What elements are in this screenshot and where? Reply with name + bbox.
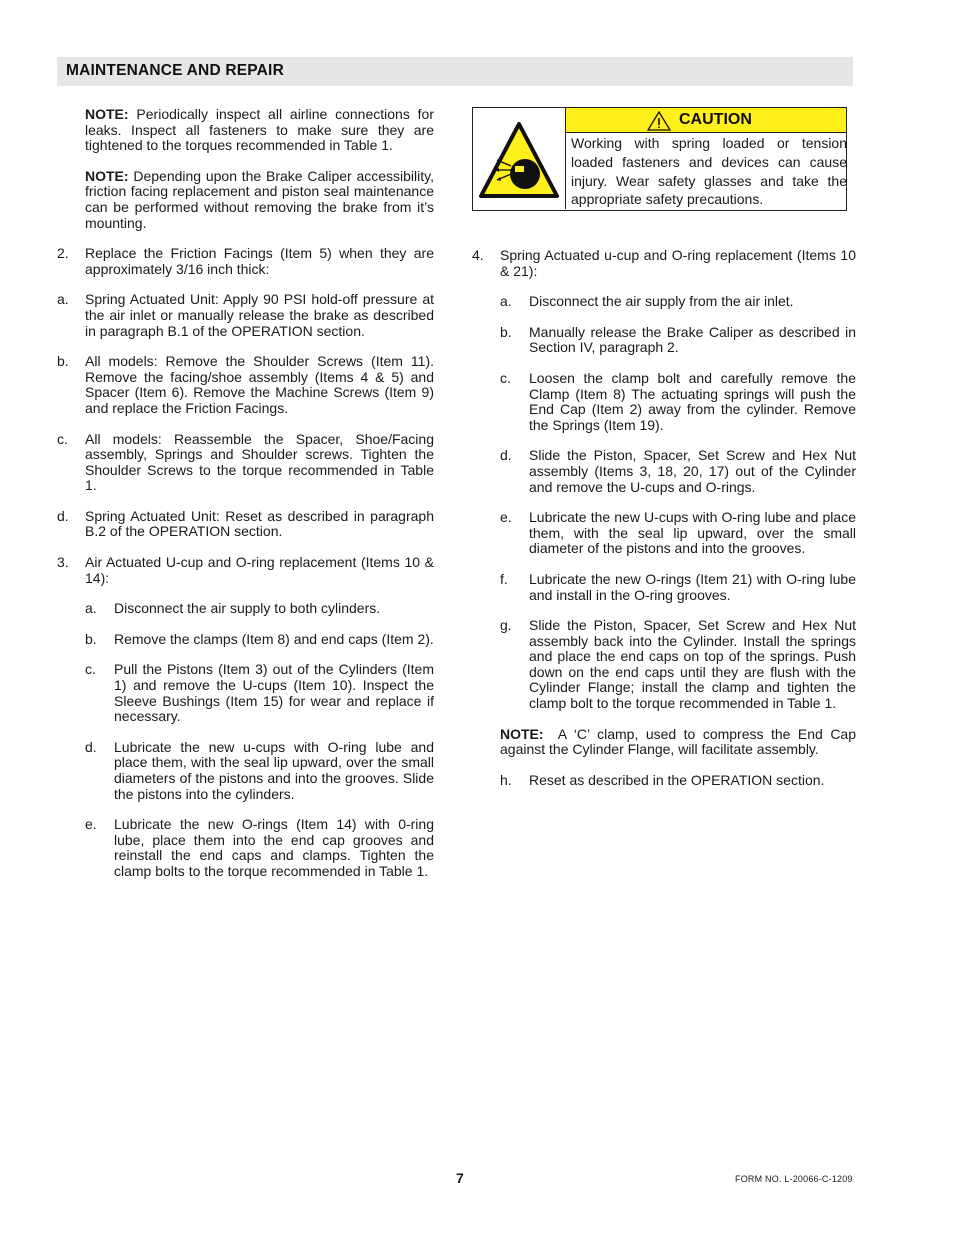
step-label: b. xyxy=(57,353,69,370)
left-column xyxy=(57,107,434,895)
section-title: MAINTENANCE AND REPAIR xyxy=(66,62,284,79)
step-text: Pull the Pistons (Item 3) out of the Cylinders (Item 1) and remove the U-cups (Item 10). Inspect the Sleeve Bushings (Item 15) for wear and replace if necessary. xyxy=(114,661,434,725)
page-number: 7 xyxy=(456,1170,464,1186)
step-4e xyxy=(472,510,856,557)
caution-header xyxy=(566,108,846,133)
step-text: Slide the Piston, Spacer, Set Screw and Hex Nut assembly (Items 3, 18, 20, 17) out of the Cylinder and remove the U-cups and O-rings. xyxy=(529,447,856,495)
right-column xyxy=(472,248,856,803)
step-label: b. xyxy=(500,323,512,340)
step-label: a. xyxy=(500,293,512,310)
step-text: All models: Reassemble the Spacer, Shoe/Facing assembly, Springs and Shoulder screws. Tighten the Shoulder Screws to the torque recommended in Table 1. xyxy=(85,430,434,494)
step-text: Remove the clamps (Item 8) and end caps (Item 2). xyxy=(114,630,434,647)
note-text: Depending upon the Brake Caliper accessibility, friction facing replacement and piston seal maintenance can be performed without removing the brake from it’s mounting. xyxy=(85,167,434,231)
step-label: e. xyxy=(500,509,512,526)
step-text: Spring Actuated u-cup and O-ring replacement (Items 10 & 21): xyxy=(500,247,856,279)
step-4g xyxy=(472,618,856,712)
step-2 xyxy=(57,246,434,277)
step-label: e. xyxy=(85,816,97,833)
step-2d xyxy=(57,509,434,540)
step-label: a. xyxy=(85,600,97,617)
step-label: a. xyxy=(57,291,69,308)
caution-text: Working with spring loaded or tension loaded fasteners and devices can cause injury. Wear safety glasses and take the appropriate safety precautions. xyxy=(571,135,847,208)
note-inspect xyxy=(85,107,434,154)
step-4f xyxy=(472,572,856,603)
step-4a xyxy=(472,294,856,310)
step-label: c. xyxy=(85,661,96,678)
step-2a xyxy=(57,292,434,339)
step-text: Slide the Piston, Spacer, Set Screw and Hex Nut assembly back into the Cylinder. Install the springs and place the end caps on top of the springs. Push down on the end caps until they are flush with the Cylinder Flange; install the clamp and tighten the clamp bolt to the torque recommended in Table 1. xyxy=(529,617,856,712)
step-4b xyxy=(472,325,856,356)
note-label: NOTE: xyxy=(85,167,129,184)
step-3c xyxy=(57,662,434,724)
step-label: 2. xyxy=(57,245,69,262)
step-text: Lubricate the new O-rings (Item 21) with O-ring lube and install in the O-ring grooves. xyxy=(529,570,856,603)
safety-glasses-warning-icon xyxy=(473,108,565,209)
warning-triangle-icon xyxy=(647,111,671,131)
section-header xyxy=(57,57,853,86)
step-text: Lubricate the new u-cups with O-ring lube and place them, with the seal lip upward, over the small diameters of the pistons and into the grooves. Slide the pistons into the cylinders. xyxy=(114,738,434,802)
step-3b xyxy=(57,632,434,648)
step-label: 4. xyxy=(472,247,484,263)
step-3 xyxy=(57,555,434,586)
step-label: c. xyxy=(500,369,511,386)
step-label: h. xyxy=(500,771,512,788)
step-text: Disconnect the air supply from the air inlet. xyxy=(529,293,794,310)
note-c-clamp xyxy=(500,727,856,758)
note-accessibility xyxy=(85,169,434,231)
step-4c xyxy=(472,371,856,433)
step-text: Lubricate the new O-rings (Item 14) with 0-ring lube, place them into the end cap grooves and reinstall the end caps and clamps. Tighten the clamp bolts to the torque recommended in Table 1. xyxy=(114,816,434,879)
form-number: FORM NO. L-20066-C-1209 xyxy=(735,1174,853,1184)
step-3e xyxy=(57,817,434,879)
step-label: d. xyxy=(85,738,97,755)
step-2b xyxy=(57,354,434,416)
step-label: d. xyxy=(500,447,512,464)
step-text: Reset as described in the OPERATION section. xyxy=(529,771,825,788)
note-text: Periodically inspect all airline connections for leaks. Inspect all fasteners to make sure they are tightened to the torques recommended in Table 1. xyxy=(85,106,435,154)
step-text: Loosen the clamp bolt and carefully remove the Clamp (Item 8) The actuating springs will push the End Cap (Item 2) away from the cylinder. Remove the Springs (Item 19). xyxy=(529,369,856,433)
step-label: 3. xyxy=(57,554,69,571)
step-label: b. xyxy=(85,630,97,647)
step-text: Disconnect the air supply to both cylinders. xyxy=(114,600,381,617)
step-3d xyxy=(57,740,434,802)
step-2c xyxy=(57,432,434,494)
step-text: Air Actuated U-cup and O-ring replacement (Items 10 & 14): xyxy=(85,554,434,586)
caution-title: CAUTION xyxy=(679,111,752,128)
step-text: Manually release the Brake Caliper as described in Section IV, paragraph 2. xyxy=(529,323,856,356)
note-label: NOTE: xyxy=(500,725,544,742)
step-3a xyxy=(57,601,434,617)
note-label: NOTE: xyxy=(85,106,129,122)
step-label: g. xyxy=(500,617,512,634)
step-4d xyxy=(472,448,856,495)
step-text: Spring Actuated Unit: Reset as described in paragraph B.2 of the OPERATION section. xyxy=(85,507,434,540)
step-text: Spring Actuated Unit: Apply 90 PSI hold-off pressure at the air inlet or manually release the brake as described in paragraph B.1 of the OPERATION section. xyxy=(85,291,434,339)
step-4 xyxy=(472,248,856,279)
step-text: Lubricate the new U-cups with O-ring lube and place them, with the seal lip upward, over the small diameter of the pistons and into the grooves. xyxy=(529,509,856,557)
note-text: A ‘C’ clamp, used to compress the End Cap against the Cylinder Flange, will facilitate assembly. xyxy=(500,725,857,758)
step-label: d. xyxy=(57,507,69,524)
caution-box xyxy=(472,107,847,211)
caution-icon-cell xyxy=(473,108,566,209)
step-label: f. xyxy=(500,570,508,587)
step-label: c. xyxy=(57,430,68,447)
step-text: Replace the Friction Facings (Item 5) when they are approximately 3/16 inch thick: xyxy=(85,245,434,277)
step-4h xyxy=(472,773,856,789)
step-text: All models: Remove the Shoulder Screws (Item 11). Remove the facing/shoe assembly (Items 4 & 5) and Spacer (Item 6). Remove the Machine Screws (Item 9) and replace the Friction Facings. xyxy=(85,353,434,416)
